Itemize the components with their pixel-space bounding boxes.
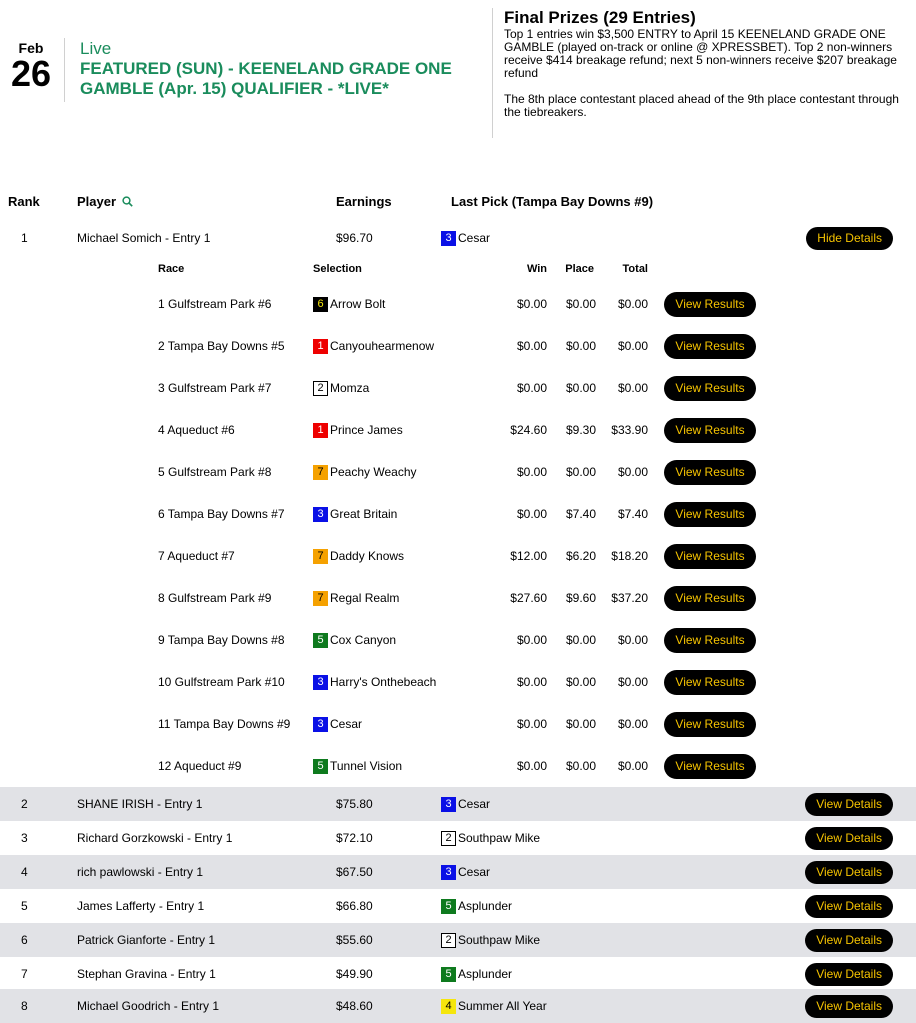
selection bbox=[313, 577, 399, 619]
player-name: SHANE IRISH - Entry 1 bbox=[77, 797, 203, 811]
place-amount: $7.40 bbox=[565, 507, 596, 521]
rank: 1 bbox=[21, 231, 28, 245]
earnings: $75.80 bbox=[336, 797, 373, 811]
total-amount: $0.00 bbox=[617, 675, 648, 689]
view-details-button[interactable]: View Details bbox=[805, 995, 893, 1018]
detail-row bbox=[0, 367, 916, 409]
win-amount: $0.00 bbox=[516, 381, 547, 395]
column-header-earnings: Earnings bbox=[336, 194, 392, 209]
view-results-button[interactable]: View Results bbox=[664, 544, 756, 569]
place-amount: $0.00 bbox=[565, 339, 596, 353]
post-number-badge: 3 bbox=[313, 507, 328, 522]
horse-name: Peachy Weachy bbox=[330, 465, 417, 479]
horse-name: Tunnel Vision bbox=[330, 759, 403, 773]
prizes-panel bbox=[504, 8, 899, 119]
view-results-button[interactable]: View Results bbox=[664, 586, 756, 611]
post-number-badge: 2 bbox=[313, 381, 328, 396]
horse-name: Prince James bbox=[330, 423, 403, 437]
win-amount: $0.00 bbox=[516, 339, 547, 353]
rank: 8 bbox=[21, 999, 28, 1013]
win-amount: $0.00 bbox=[516, 633, 547, 647]
post-number-badge: 5 bbox=[313, 759, 328, 774]
horse-name: Southpaw Mike bbox=[458, 831, 541, 845]
leaderboard-row bbox=[0, 221, 916, 255]
hide-details-button[interactable]: Hide Details bbox=[806, 227, 893, 250]
contest-header bbox=[80, 39, 480, 99]
total-amount: $0.00 bbox=[617, 717, 648, 731]
view-results-button[interactable]: View Results bbox=[664, 628, 756, 653]
player-name: James Lafferty - Entry 1 bbox=[77, 899, 205, 913]
selection bbox=[313, 451, 417, 493]
place-amount: $0.00 bbox=[565, 633, 596, 647]
race-name: 11 Tampa Bay Downs #9 bbox=[158, 717, 291, 731]
horse-name: Asplunder bbox=[458, 899, 513, 913]
column-header-player bbox=[77, 194, 133, 210]
search-icon[interactable] bbox=[122, 195, 133, 210]
prizes-description: Top 1 entries win $3,500 ENTRY to April 15 KEENELAND GRADE ONE GAMBLE (played on-track or online @ XPRESSBET). Top 2 non-winners receive $414 breakage refund; next 5 non-winners receive $207 breakage refund bbox=[504, 27, 897, 80]
post-number-badge: 4 bbox=[441, 999, 456, 1014]
column-header-rank: Rank bbox=[8, 194, 40, 209]
view-results-button[interactable]: View Results bbox=[664, 754, 756, 779]
rank: 4 bbox=[21, 865, 28, 879]
win-amount: $12.00 bbox=[510, 549, 547, 563]
detail-row bbox=[0, 661, 916, 703]
place-amount: $0.00 bbox=[565, 675, 596, 689]
horse-name: Cox Canyon bbox=[330, 633, 397, 647]
horse-name: Great Britain bbox=[330, 507, 398, 521]
win-amount: $0.00 bbox=[516, 717, 547, 731]
player-name: Stephan Gravina - Entry 1 bbox=[77, 967, 216, 981]
selection bbox=[313, 619, 396, 661]
selection bbox=[313, 703, 362, 745]
win-amount: $0.00 bbox=[516, 759, 547, 773]
divider bbox=[492, 8, 493, 138]
last-pick bbox=[441, 889, 512, 923]
race-name: 12 Aqueduct #9 bbox=[158, 759, 242, 773]
last-pick bbox=[441, 787, 490, 821]
win-amount: $0.00 bbox=[516, 465, 547, 479]
race-name: 5 Gulfstream Park #8 bbox=[158, 465, 272, 479]
detail-row bbox=[0, 703, 916, 745]
rank: 2 bbox=[21, 797, 28, 811]
detail-row bbox=[0, 409, 916, 451]
earnings: $66.80 bbox=[336, 899, 373, 913]
last-pick bbox=[441, 221, 490, 255]
view-results-button[interactable]: View Results bbox=[664, 670, 756, 695]
post-number-badge: 5 bbox=[441, 899, 456, 914]
total-amount: $0.00 bbox=[617, 381, 648, 395]
leaderboard-row bbox=[0, 989, 916, 1023]
contest-date bbox=[0, 40, 62, 92]
place-amount: $9.60 bbox=[565, 591, 596, 605]
last-pick bbox=[441, 957, 512, 991]
view-details-button[interactable]: View Details bbox=[805, 827, 893, 850]
leaderboard-row bbox=[0, 821, 916, 855]
horse-name: Summer All Year bbox=[458, 999, 547, 1013]
earnings: $67.50 bbox=[336, 865, 373, 879]
player-name: Michael Goodrich - Entry 1 bbox=[77, 999, 220, 1013]
place-amount: $0.00 bbox=[565, 717, 596, 731]
selection bbox=[313, 535, 404, 577]
detail-row bbox=[0, 535, 916, 577]
post-number-badge: 3 bbox=[441, 231, 456, 246]
total-amount: $18.20 bbox=[611, 549, 648, 563]
contest-status: Live bbox=[80, 39, 112, 58]
post-number-badge: 7 bbox=[313, 591, 328, 606]
post-number-badge: 7 bbox=[313, 549, 328, 564]
win-amount: $0.00 bbox=[516, 507, 547, 521]
total-amount: $0.00 bbox=[617, 339, 648, 353]
race-name: 8 Gulfstream Park #9 bbox=[158, 591, 272, 605]
earnings: $55.60 bbox=[336, 933, 373, 947]
detail-row bbox=[0, 619, 916, 661]
total-amount: $0.00 bbox=[617, 465, 648, 479]
post-number-badge: 5 bbox=[441, 967, 456, 982]
race-name: 3 Gulfstream Park #7 bbox=[158, 381, 272, 395]
view-details-button[interactable]: View Details bbox=[805, 793, 893, 816]
horse-name: Regal Realm bbox=[330, 591, 400, 605]
detail-row bbox=[0, 283, 916, 325]
total-amount: $0.00 bbox=[617, 633, 648, 647]
earnings: $72.10 bbox=[336, 831, 373, 845]
last-pick bbox=[441, 855, 490, 889]
total-amount: $33.90 bbox=[611, 423, 648, 437]
leaderboard-row bbox=[0, 889, 916, 923]
earnings: $96.70 bbox=[336, 231, 373, 245]
post-number-badge: 1 bbox=[313, 423, 328, 438]
race-name: 1 Gulfstream Park #6 bbox=[158, 297, 272, 311]
view-results-button[interactable]: View Results bbox=[664, 712, 756, 737]
total-amount: $0.00 bbox=[617, 297, 648, 311]
race-name: 10 Gulfstream Park #10 bbox=[158, 675, 285, 689]
divider bbox=[64, 38, 65, 102]
selection bbox=[313, 367, 369, 409]
view-results-button[interactable]: View Results bbox=[664, 292, 756, 317]
total-amount: $37.20 bbox=[611, 591, 648, 605]
player-name: Michael Somich - Entry 1 bbox=[77, 231, 211, 245]
post-number-badge: 7 bbox=[313, 465, 328, 480]
horse-name: Canyouhearmenow bbox=[330, 339, 435, 353]
race-name: 6 Tampa Bay Downs #7 bbox=[158, 507, 285, 521]
race-name: 4 Aqueduct #6 bbox=[158, 423, 235, 437]
post-number-badge: 3 bbox=[441, 865, 456, 880]
total-amount: $0.00 bbox=[617, 759, 648, 773]
date-month: Feb bbox=[18, 40, 44, 56]
last-pick bbox=[441, 821, 540, 855]
horse-name: Cesar bbox=[458, 865, 491, 879]
horse-name: Cesar bbox=[458, 231, 491, 245]
detail-header-total: Total bbox=[622, 263, 648, 275]
column-header-last-pick: Last Pick (Tampa Bay Downs #9) bbox=[451, 194, 654, 209]
detail-row bbox=[0, 325, 916, 367]
rank: 6 bbox=[21, 933, 28, 947]
post-number-badge: 2 bbox=[441, 933, 456, 948]
view-results-button[interactable]: View Results bbox=[664, 334, 756, 359]
race-name: 2 Tampa Bay Downs #5 bbox=[158, 339, 285, 353]
column-header-player-label: Player bbox=[77, 194, 117, 209]
leaderboard-row bbox=[0, 957, 916, 991]
race-name: 9 Tampa Bay Downs #8 bbox=[158, 633, 285, 647]
earnings: $49.90 bbox=[336, 967, 373, 981]
post-number-badge: 3 bbox=[313, 717, 328, 732]
leaderboard-row bbox=[0, 787, 916, 821]
player-name: rich pawlowski - Entry 1 bbox=[77, 865, 204, 879]
selection bbox=[313, 493, 397, 535]
view-results-button[interactable]: View Results bbox=[664, 460, 756, 485]
player-name: Richard Gorzkowski - Entry 1 bbox=[77, 831, 233, 845]
leaderboard-row bbox=[0, 855, 916, 889]
view-results-button[interactable]: View Results bbox=[664, 376, 756, 401]
win-amount: $24.60 bbox=[510, 423, 547, 437]
post-number-badge: 2 bbox=[441, 831, 456, 846]
last-pick bbox=[441, 923, 540, 957]
detail-header-win: Win bbox=[526, 263, 547, 275]
player-name: Patrick Gianforte - Entry 1 bbox=[77, 933, 216, 947]
detail-row bbox=[0, 577, 916, 619]
selection bbox=[313, 745, 402, 787]
horse-name: Asplunder bbox=[458, 967, 513, 981]
win-amount: $0.00 bbox=[516, 297, 547, 311]
view-results-button[interactable]: View Results bbox=[664, 418, 756, 443]
post-number-badge: 3 bbox=[313, 675, 328, 690]
contest-title: FEATURED (SUN) - KEENELAND GRADE ONE GAMBLE (Apr. 15) QUALIFIER - *LIVE* bbox=[80, 59, 452, 98]
place-amount: $0.00 bbox=[565, 381, 596, 395]
detail-row bbox=[0, 451, 916, 493]
post-number-badge: 6 bbox=[313, 297, 328, 312]
leaderboard-row bbox=[0, 923, 916, 957]
date-day: 26 bbox=[10, 53, 52, 94]
horse-name: Daddy Knows bbox=[330, 549, 405, 563]
view-details-button[interactable]: View Details bbox=[805, 895, 893, 918]
place-amount: $0.00 bbox=[565, 297, 596, 311]
view-details-button[interactable]: View Details bbox=[805, 963, 893, 986]
post-number-badge: 1 bbox=[313, 339, 328, 354]
detail-row bbox=[0, 493, 916, 535]
earnings: $48.60 bbox=[336, 999, 373, 1013]
post-number-badge: 3 bbox=[441, 797, 456, 812]
rank: 5 bbox=[21, 899, 28, 913]
detail-row bbox=[0, 745, 916, 787]
view-details-button[interactable]: View Details bbox=[805, 861, 893, 884]
total-amount: $7.40 bbox=[617, 507, 648, 521]
selection bbox=[313, 325, 434, 367]
place-amount: $9.30 bbox=[565, 423, 596, 437]
detail-header-place: Place bbox=[565, 263, 594, 275]
rank: 7 bbox=[21, 967, 28, 981]
detail-header-race: Race bbox=[158, 263, 185, 275]
race-name: 7 Aqueduct #7 bbox=[158, 549, 235, 563]
place-amount: $0.00 bbox=[565, 759, 596, 773]
view-results-button[interactable]: View Results bbox=[664, 502, 756, 527]
horse-name: Southpaw Mike bbox=[458, 933, 541, 947]
last-pick bbox=[441, 989, 547, 1023]
selection bbox=[313, 409, 403, 451]
horse-name: Momza bbox=[330, 381, 370, 395]
place-amount: $0.00 bbox=[565, 465, 596, 479]
view-details-button[interactable]: View Details bbox=[805, 929, 893, 952]
post-number-badge: 5 bbox=[313, 633, 328, 648]
place-amount: $6.20 bbox=[565, 549, 596, 563]
tiebreak-note: The 8th place contestant placed ahead of the 9th place contestant through the tiebreakers. bbox=[504, 92, 899, 119]
horse-name: Harry's Onthebeach bbox=[330, 675, 437, 689]
win-amount: $27.60 bbox=[510, 591, 547, 605]
horse-name: Cesar bbox=[458, 797, 491, 811]
selection bbox=[313, 661, 436, 703]
rank: 3 bbox=[21, 831, 28, 845]
horse-name: Cesar bbox=[330, 717, 363, 731]
horse-name: Arrow Bolt bbox=[330, 297, 386, 311]
win-amount: $0.00 bbox=[516, 675, 547, 689]
detail-header-selection: Selection bbox=[313, 263, 362, 275]
prizes-title: Final Prizes (29 Entries) bbox=[504, 8, 696, 27]
selection bbox=[313, 283, 385, 325]
